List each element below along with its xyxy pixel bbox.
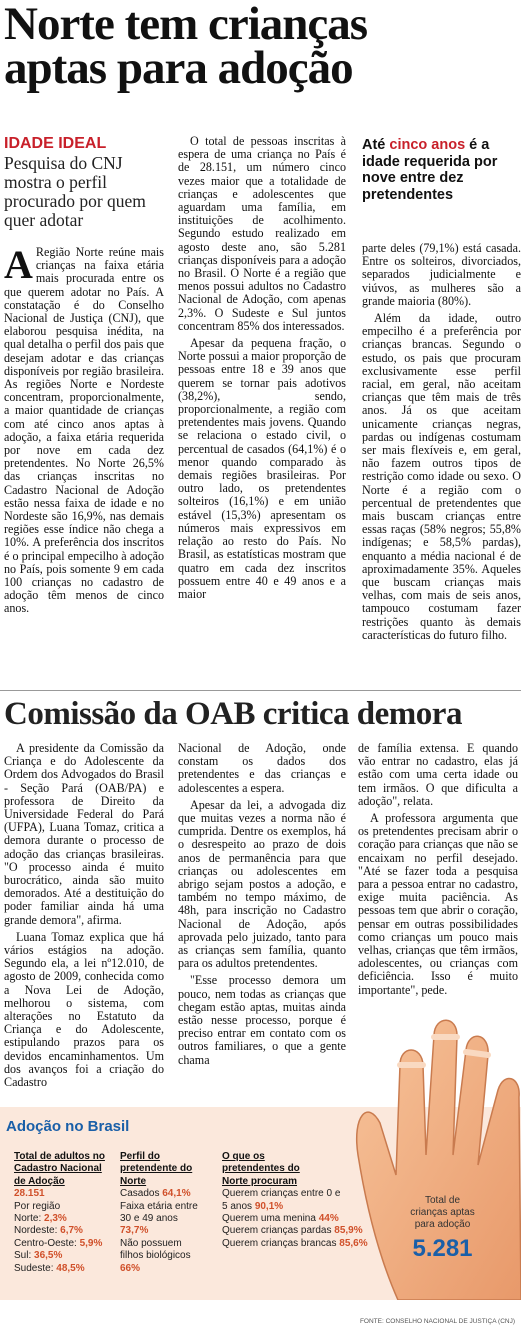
article1-col1-p1: Região Norte reúne mais crianças na faixa etária mais procurada entre os que querem adotar no País. A constatação é do Conselho Nacional de Justiça (CNJ), que elaborou pesquisa inédita, na qual detalha o perfil dos pais que desejam adotar e das crianças disponíveis por região brasileira. As regiões Norte e Nordeste concentram, proporcionalmente, a maior quantidade de crianças com até cinco anos aptas à adoção, a faixa etária requerida por nove em cada dez pretendentes. No Norte 26,5% das crianças inscritas no Cadastro Nacional de Adoção estão nessa faixa de idade e no Nordeste são 16,9%, nas demais regiões esse índice não chega a 10%. A preferência dos inscritos é o principal empecilho à adoção no País, pois somente 9 em cada 100 crianças no cadastro de adoção têm menos de cinco anos. — [4, 246, 164, 616]
source-credit: FONTE: CONSELHO NACIONAL DE JUSTIÇA (CNJ) — [359, 1318, 515, 1325]
stat-row: Faixa etária entre 30 e 49 anos 73,7% — [120, 1200, 198, 1237]
dropcap: A — [4, 246, 33, 287]
article1-column-3 — [362, 242, 521, 683]
stat-row: Nordeste: 6,7% — [14, 1225, 83, 1237]
stat-row: Sul: 36,5% — [14, 1250, 63, 1262]
stat-block-adults-heading: Total de adultos no Cadastro Nacional de Adoção — [14, 1151, 105, 1187]
stat-block-wants-heading: O que os pretendentes do Norte procuram — [222, 1151, 300, 1187]
stat-block-profile-heading: Perfil do pretendente do Norte — [120, 1151, 193, 1187]
pullquote — [362, 137, 521, 203]
article2-col3-p1: de família extensa. E quando vão entrar no cadastro, elas já estão com uma certa idade ou tem irmãos. O que dificulta a adoção", relata. — [358, 742, 518, 808]
infographic-title: Adoção no Brasil — [6, 1118, 130, 1135]
total-children-label: Total de crianças aptas para adoção — [410, 1195, 475, 1230]
stat-row: Querem crianças entre 0 e 5 anos 90,1% — [222, 1188, 341, 1212]
stat-block-adults-sub: Por região — [14, 1200, 61, 1212]
stat-row: Norte: 2,3% — [14, 1213, 67, 1225]
stat-block-profile — [120, 1151, 204, 1275]
article2-column-3 — [358, 742, 518, 1004]
article1-col2-p1: O total de pessoas inscritas à espera de uma criança no País é de 28.151, um número cinco vezes maior que a totalidade de crianças e adolescentes que aguardam uma família, em instituições de acolhimento. Segundo estudo realizado em agosto deste ano, são 5.281 crianças disponíveis para a adoção no Brasil. O Norte é a região que menos possui adultos no Cadastro Nacional de Adoção, com apenas 2,3%. O Sudeste e Sul juntos concentram 85% dos interessados. — [178, 135, 346, 333]
article2-col2-p2: Apesar da lei, a advogada diz que muitas vezes a norma não é cumprida. Dentre os exemplos, há o desrespeito ao prazo de dois anos de permanência para que crianças ou adolescentes em abrigo sejam postos a adoção, e também no tempo máximo, de 48h, para inscrição no Cadastro Nacional de Adoção, após aprovada pelo juizado, tanto para as crianças sem família, quanto para os adultos pretendentes. — [178, 797, 346, 971]
stat-block-adults-total: 28.151 — [14, 1188, 45, 1200]
pullquote-pre: Até — [362, 137, 390, 153]
article2-col1-p2: Luana Tomaz explica que há vários estágios na adoção. Segundo ela, a lei nº12.010, de agosto de 2009, conhecida como a Nova Lei de Adoção, melhorou o sistema, com alterações no Estatuto da Criança e do Adolescente, estipulando prazos para os devidos encaminhamentos. Um dos avanços foi a criação do Cadastro — [4, 929, 164, 1090]
article1-column-2 — [178, 135, 346, 683]
article2-col2-p1: Nacional de Adoção, onde constam os dados dos pretendentes e das crianças e adolescentes a espera. — [178, 742, 346, 795]
headline — [4, 0, 518, 94]
stat-row: Centro-Oeste: 5,9% — [14, 1237, 103, 1249]
article1-col3-p2: Além da idade, outro empecilho é a preferência por crianças brancas. Segundo o estudo, os pais que procuram exclusivamente esse perfil racial, em geral, não aceitam crianças que têm mais de três anos. Já os que aceitam unicamente crianças negras, pardas ou indígenas costumam ser mais flexíveis e, em geral, não fazem outros tipos de restrição como idade ou sexo. O Norte é a região com o percentual de pretendentes que mais buscam crianças entre essas raças (58% negros; 55,8% indígenas; e 58,5% pardas), enquanto a média nacional é de aproximadamente 35%. Aqueles que buscam crianças mais velhas, com mais de seis anos, tampouco costumam fazer restrições quanto às demais características do futuro filho. — [362, 311, 521, 642]
stat-row: Sudeste: 48,5% — [14, 1262, 85, 1274]
deck: Pesquisa do CNJ mostra o perfil procurado por quem quer adotar — [4, 153, 146, 230]
headline-line-1: Norte tem crianças — [4, 0, 368, 50]
article1-col3-p1: parte deles (79,1%) está casada. Entre os solteiros, divorciados, separados judicialmente e viúvos, as mulheres são a grande maioria (80%). — [362, 242, 521, 308]
article2-col2-p3: "Esse processo demora um pouco, nem todas as crianças que chegam estão aptas, muitas ainda estão nesse processo, porque é preciso entrar em contato com os outros familiares, o que a gente chama — [178, 973, 346, 1067]
article1-col2-p2: Apesar da pequena fração, o Norte possui a maior proporção de pessoas entre 18 e 39 anos que querem se tornar pais adotivos (38,2%), sendo, proporcionalmente, a região com pretendentes mais jovens. Quando se relaciona o estado civil, o percentual de casados (64,1%) é o menor quando comparado às demais regiões brasileiras. Por outro lado, os pretendentes solteiros (16,1%) e em união estável (15,3%) apresentam os números mais expressivos em relação ao resto do País. No Brasil, as estatísticas mostram que quatro em cada dez inscritos possuem entre 40 e 49 anos e a maior — [178, 336, 346, 601]
article2-column-1 — [4, 742, 164, 1100]
stat-row: Não possuem filhos biológicos 66% — [120, 1237, 191, 1274]
pullquote-post: é a idade requerida por nove entre dez pretendentes — [362, 137, 498, 203]
stat-row: Querem crianças brancas 85,6% — [222, 1237, 368, 1249]
stat-row: Querem crianças pardas 85,9% — [222, 1225, 363, 1237]
section-divider — [0, 690, 521, 691]
stat-row: Casados 64,1% — [120, 1188, 191, 1200]
article2-col1-p1: A presidente da Comissão da Criança e do Adolescente da Ordem dos Advogados do Brasil - Seção Pará (OAB/PA) e professora de Direito da Universidade Federal do Pará (UFPA), Luana Tomaz, critica a demora durante o processo de adoção das crianças brasileiras. "O processo ainda é muito burocrático, ainda são muito demorados. Até a destituição do poder familiar ainda há uma grande demora", afirma. — [4, 742, 164, 927]
pullquote-highlight: cinco anos — [389, 137, 466, 153]
total-children-value: 5.281 — [412, 1235, 473, 1262]
article2-col3-p2: A professora argumenta que os pretendentes precisam abrir o coração para crianças que não se encaixam no perfil desejado. "Até se fazer toda a pesquisa para a pessoa entrar no cadastro, exige muita paciência. As pessoas tem que abrir o coração, pensar em outras possibilidades como crianças um pouco mais velhas, crianças que têm irmãos, adolescentes, ou crianças com deficiência. Isso é muito importante", pede. — [358, 811, 518, 997]
stat-block-wants — [222, 1151, 372, 1250]
headline-line-2: aptas para adoção — [4, 42, 353, 94]
article2-column-2 — [178, 742, 346, 1100]
article1-column-1 — [4, 246, 164, 682]
kicker: IDADE IDEAL — [4, 135, 107, 152]
stat-row: Querem uma menina 44% — [222, 1213, 339, 1225]
stat-block-adults — [14, 1151, 110, 1275]
subhead: Comissão da OAB critica demora — [4, 696, 462, 732]
